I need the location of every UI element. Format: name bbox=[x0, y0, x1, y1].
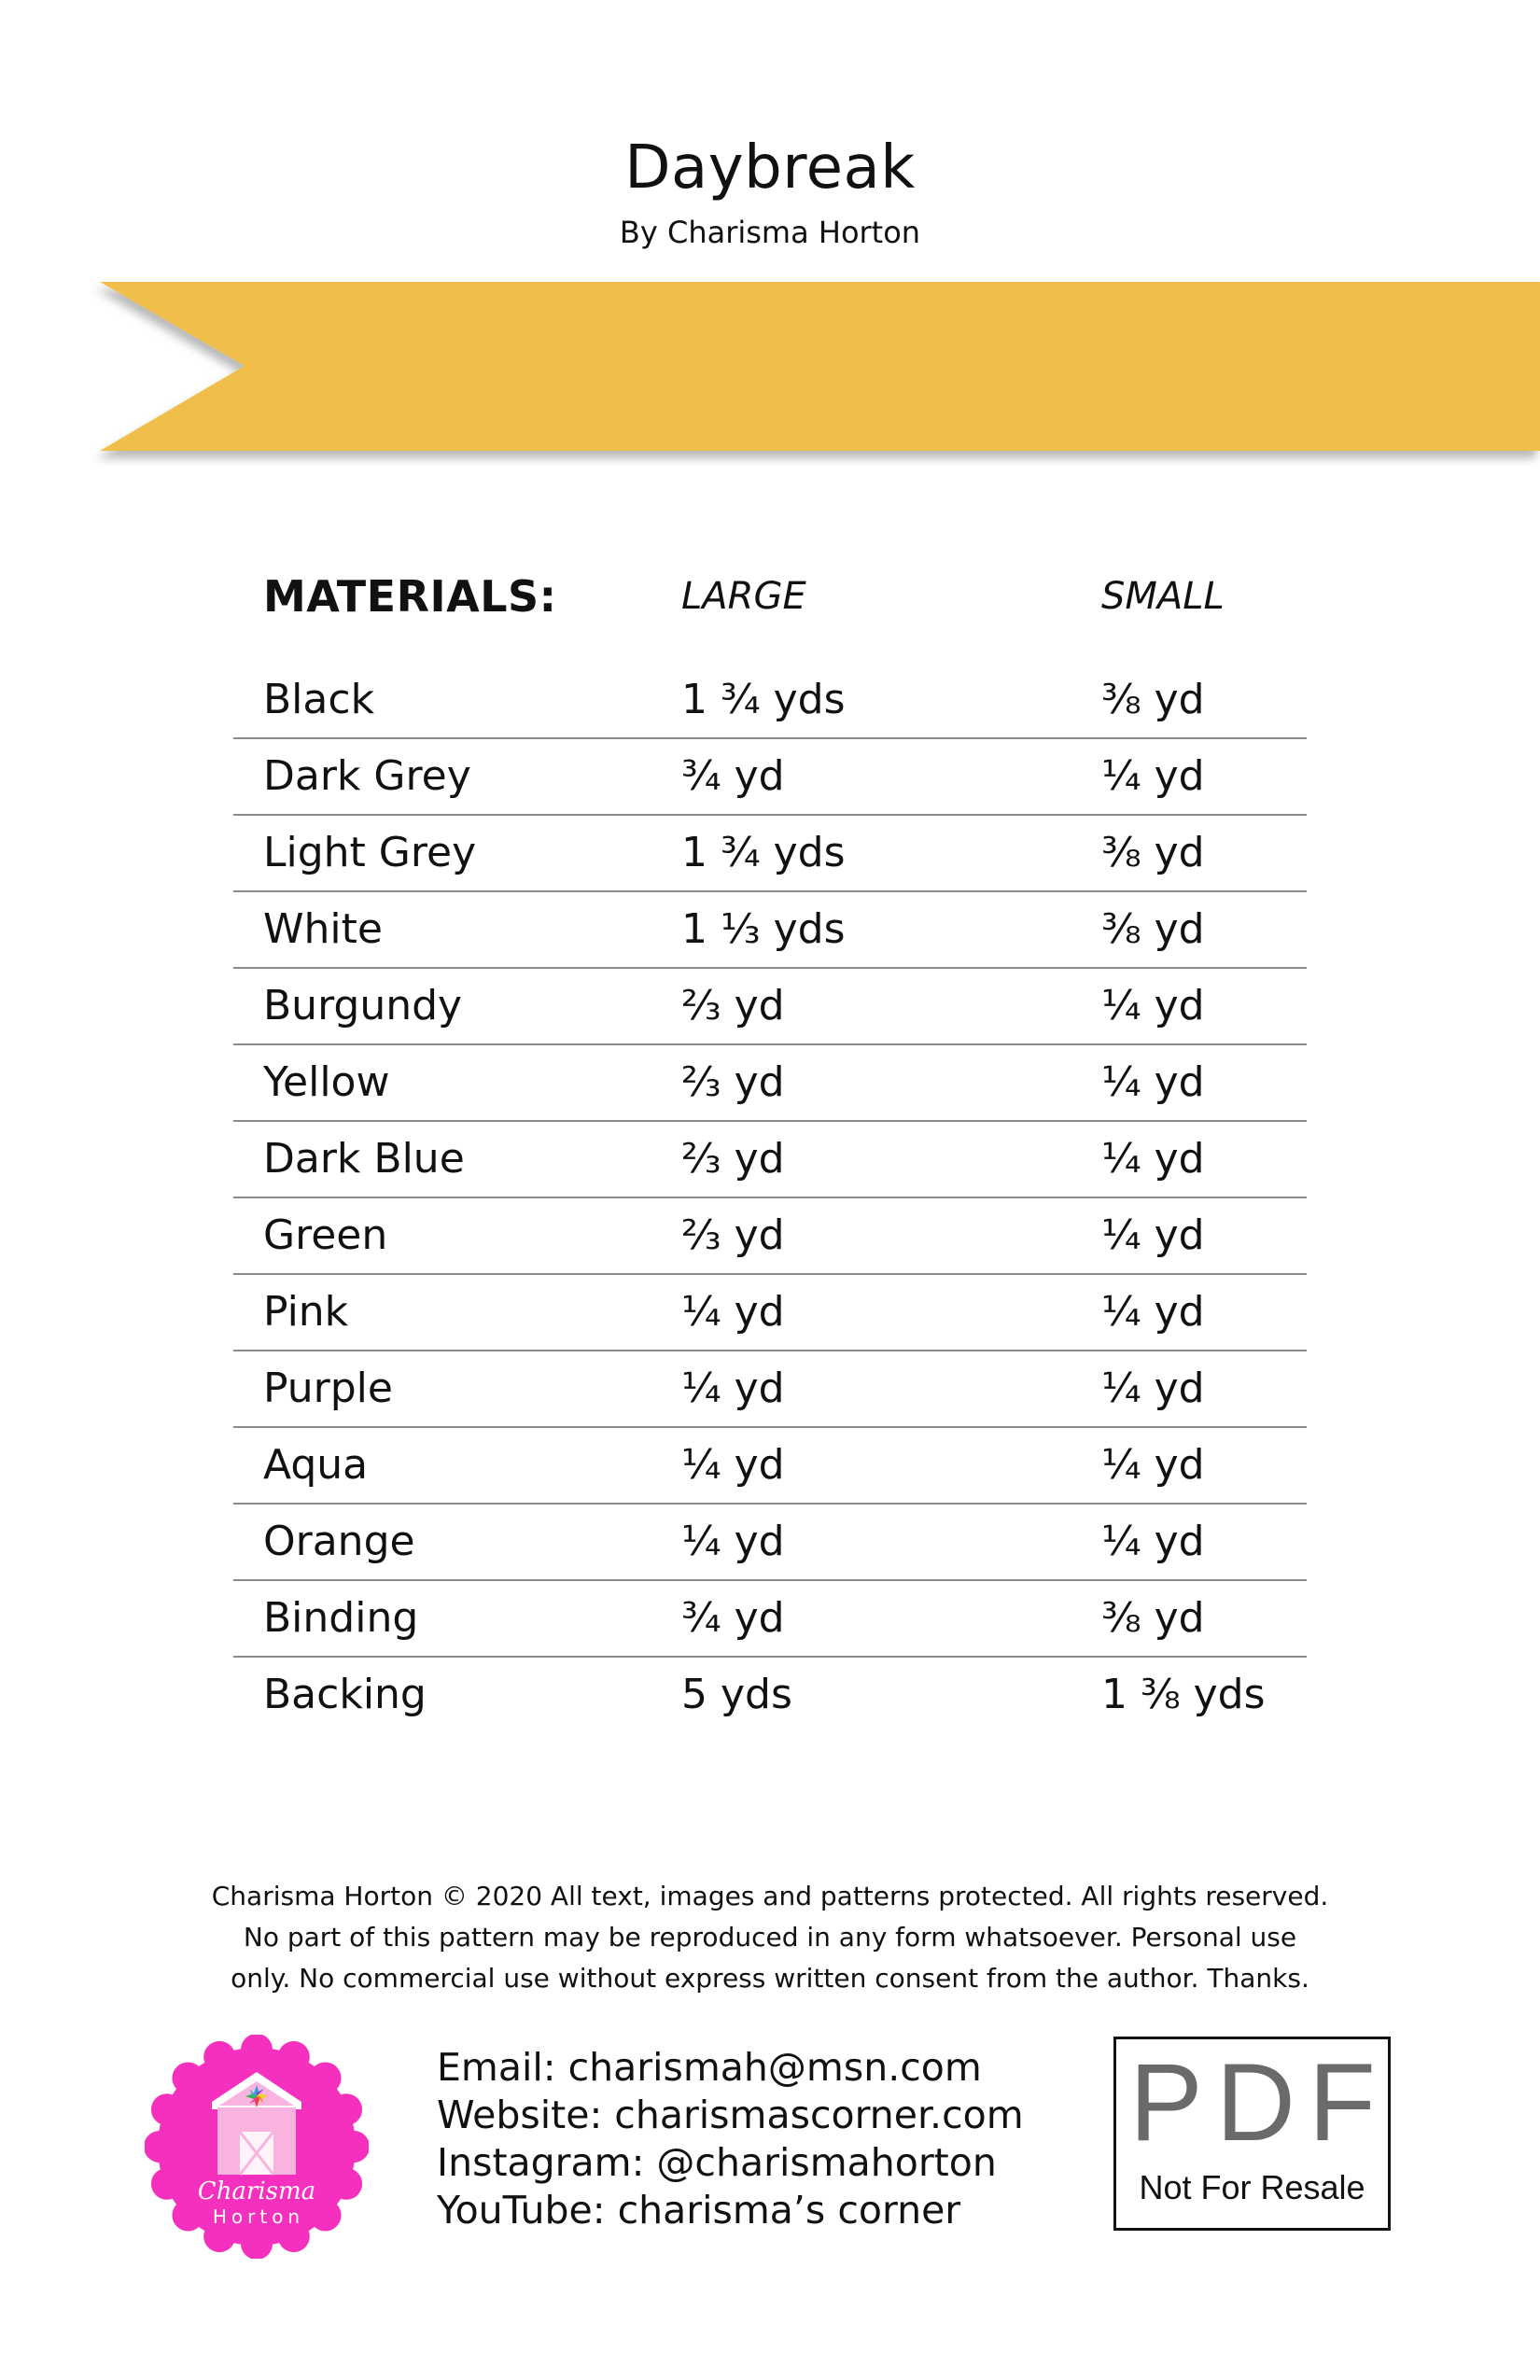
copyright-notice bbox=[187, 1876, 1353, 1999]
material-small-amount: ⅜ yd bbox=[1101, 676, 1205, 723]
charisma-horton-logo bbox=[145, 2035, 369, 2259]
material-large-amount: 1 ¾ yds bbox=[681, 676, 846, 723]
materials-table bbox=[233, 560, 1307, 1732]
material-name: Dark Grey bbox=[263, 752, 471, 800]
contact-info bbox=[437, 2044, 1024, 2234]
material-row bbox=[233, 1658, 1307, 1732]
material-large-amount: ¼ yd bbox=[681, 1441, 785, 1489]
material-row bbox=[233, 1045, 1307, 1122]
material-name: Yellow bbox=[263, 1058, 390, 1106]
materials-heading: MATERIALS: bbox=[263, 571, 557, 622]
material-large-amount: 5 yds bbox=[681, 1671, 792, 1718]
material-small-amount: ¼ yd bbox=[1101, 1135, 1205, 1183]
material-row bbox=[233, 1581, 1307, 1658]
copyright-line: only. No commercial use without express written consent from the author. Thanks. bbox=[231, 1963, 1309, 1994]
pattern-author: By Charisma Horton bbox=[619, 215, 921, 250]
material-name: Backing bbox=[263, 1671, 427, 1718]
logo-text-charisma: Charisma bbox=[197, 2177, 316, 2205]
material-small-amount: ¼ yd bbox=[1101, 1441, 1205, 1489]
copyright-line: Charisma Horton © 2020 All text, images and patterns protected. All rights reserved. bbox=[211, 1881, 1329, 1911]
materials-rows bbox=[233, 663, 1307, 1732]
material-large-amount: ⅔ yd bbox=[681, 1058, 785, 1106]
contact-instagram: Instagram: @charismahorton bbox=[437, 2140, 997, 2185]
material-name: Purple bbox=[263, 1365, 393, 1412]
material-row bbox=[233, 1275, 1307, 1351]
contact-website: Website: charismascorner.com bbox=[437, 2093, 1024, 2137]
logo-text-horton: Horton bbox=[212, 2205, 305, 2228]
material-row bbox=[233, 1198, 1307, 1275]
material-small-amount: ⅜ yd bbox=[1101, 905, 1205, 953]
material-large-amount: ¾ yd bbox=[681, 752, 785, 800]
material-row bbox=[233, 1122, 1307, 1198]
material-row bbox=[233, 1428, 1307, 1505]
material-large-amount: ¼ yd bbox=[681, 1365, 785, 1412]
material-small-amount: ¼ yd bbox=[1101, 752, 1205, 800]
material-small-amount: ¼ yd bbox=[1101, 1288, 1205, 1336]
material-large-amount: ⅔ yd bbox=[681, 1135, 785, 1183]
material-large-amount: ¼ yd bbox=[681, 1518, 785, 1565]
material-name: Light Grey bbox=[263, 829, 477, 876]
material-name: Binding bbox=[263, 1594, 419, 1642]
material-small-amount: ¼ yd bbox=[1101, 1518, 1205, 1565]
material-row bbox=[233, 969, 1307, 1045]
material-small-amount: ¼ yd bbox=[1101, 1211, 1205, 1259]
column-large: LARGE bbox=[681, 575, 806, 618]
copyright-line: No part of this pattern may be reproduced in any form whatsoever. Personal use bbox=[243, 1922, 1297, 1953]
banner-ribbon bbox=[0, 271, 1540, 467]
material-name: Green bbox=[263, 1211, 388, 1259]
not-for-resale-label: Not For Resale bbox=[1139, 2168, 1365, 2206]
material-row bbox=[233, 1505, 1307, 1581]
material-row bbox=[233, 816, 1307, 892]
pdf-not-for-resale-badge bbox=[1113, 2037, 1391, 2231]
contact-youtube: YouTube: charisma’s corner bbox=[437, 2188, 961, 2233]
material-name: Black bbox=[263, 676, 375, 723]
material-name: Pink bbox=[263, 1288, 349, 1336]
material-name: Aqua bbox=[263, 1441, 369, 1489]
material-row bbox=[233, 1351, 1307, 1428]
material-small-amount: ⅜ yd bbox=[1101, 829, 1205, 876]
pattern-title: Daybreak bbox=[624, 133, 916, 203]
material-name: White bbox=[263, 905, 383, 953]
material-name: Dark Blue bbox=[263, 1135, 465, 1183]
material-large-amount: 1 ⅓ yds bbox=[681, 905, 846, 953]
material-row bbox=[233, 739, 1307, 816]
material-large-amount: ⅔ yd bbox=[681, 982, 785, 1029]
material-name: Burgundy bbox=[263, 982, 463, 1029]
materials-header-row bbox=[233, 560, 1307, 663]
material-large-amount: ¼ yd bbox=[681, 1288, 785, 1336]
material-name: Orange bbox=[263, 1518, 415, 1565]
material-small-amount: ¼ yd bbox=[1101, 982, 1205, 1029]
material-small-amount: ¼ yd bbox=[1101, 1365, 1205, 1412]
material-large-amount: 1 ¾ yds bbox=[681, 829, 846, 876]
material-row bbox=[233, 892, 1307, 969]
pdf-label: PDF bbox=[1129, 2041, 1389, 2164]
column-small: SMALL bbox=[1101, 575, 1225, 618]
banner-shape bbox=[100, 282, 1540, 451]
material-small-amount: 1 ⅜ yds bbox=[1101, 1671, 1266, 1718]
contact-email: Email: charismah@msn.com bbox=[437, 2045, 982, 2090]
material-small-amount: ¼ yd bbox=[1101, 1058, 1205, 1106]
material-small-amount: ⅜ yd bbox=[1101, 1594, 1205, 1642]
material-large-amount: ⅔ yd bbox=[681, 1211, 785, 1259]
material-large-amount: ¾ yd bbox=[681, 1594, 785, 1642]
material-row bbox=[233, 663, 1307, 739]
